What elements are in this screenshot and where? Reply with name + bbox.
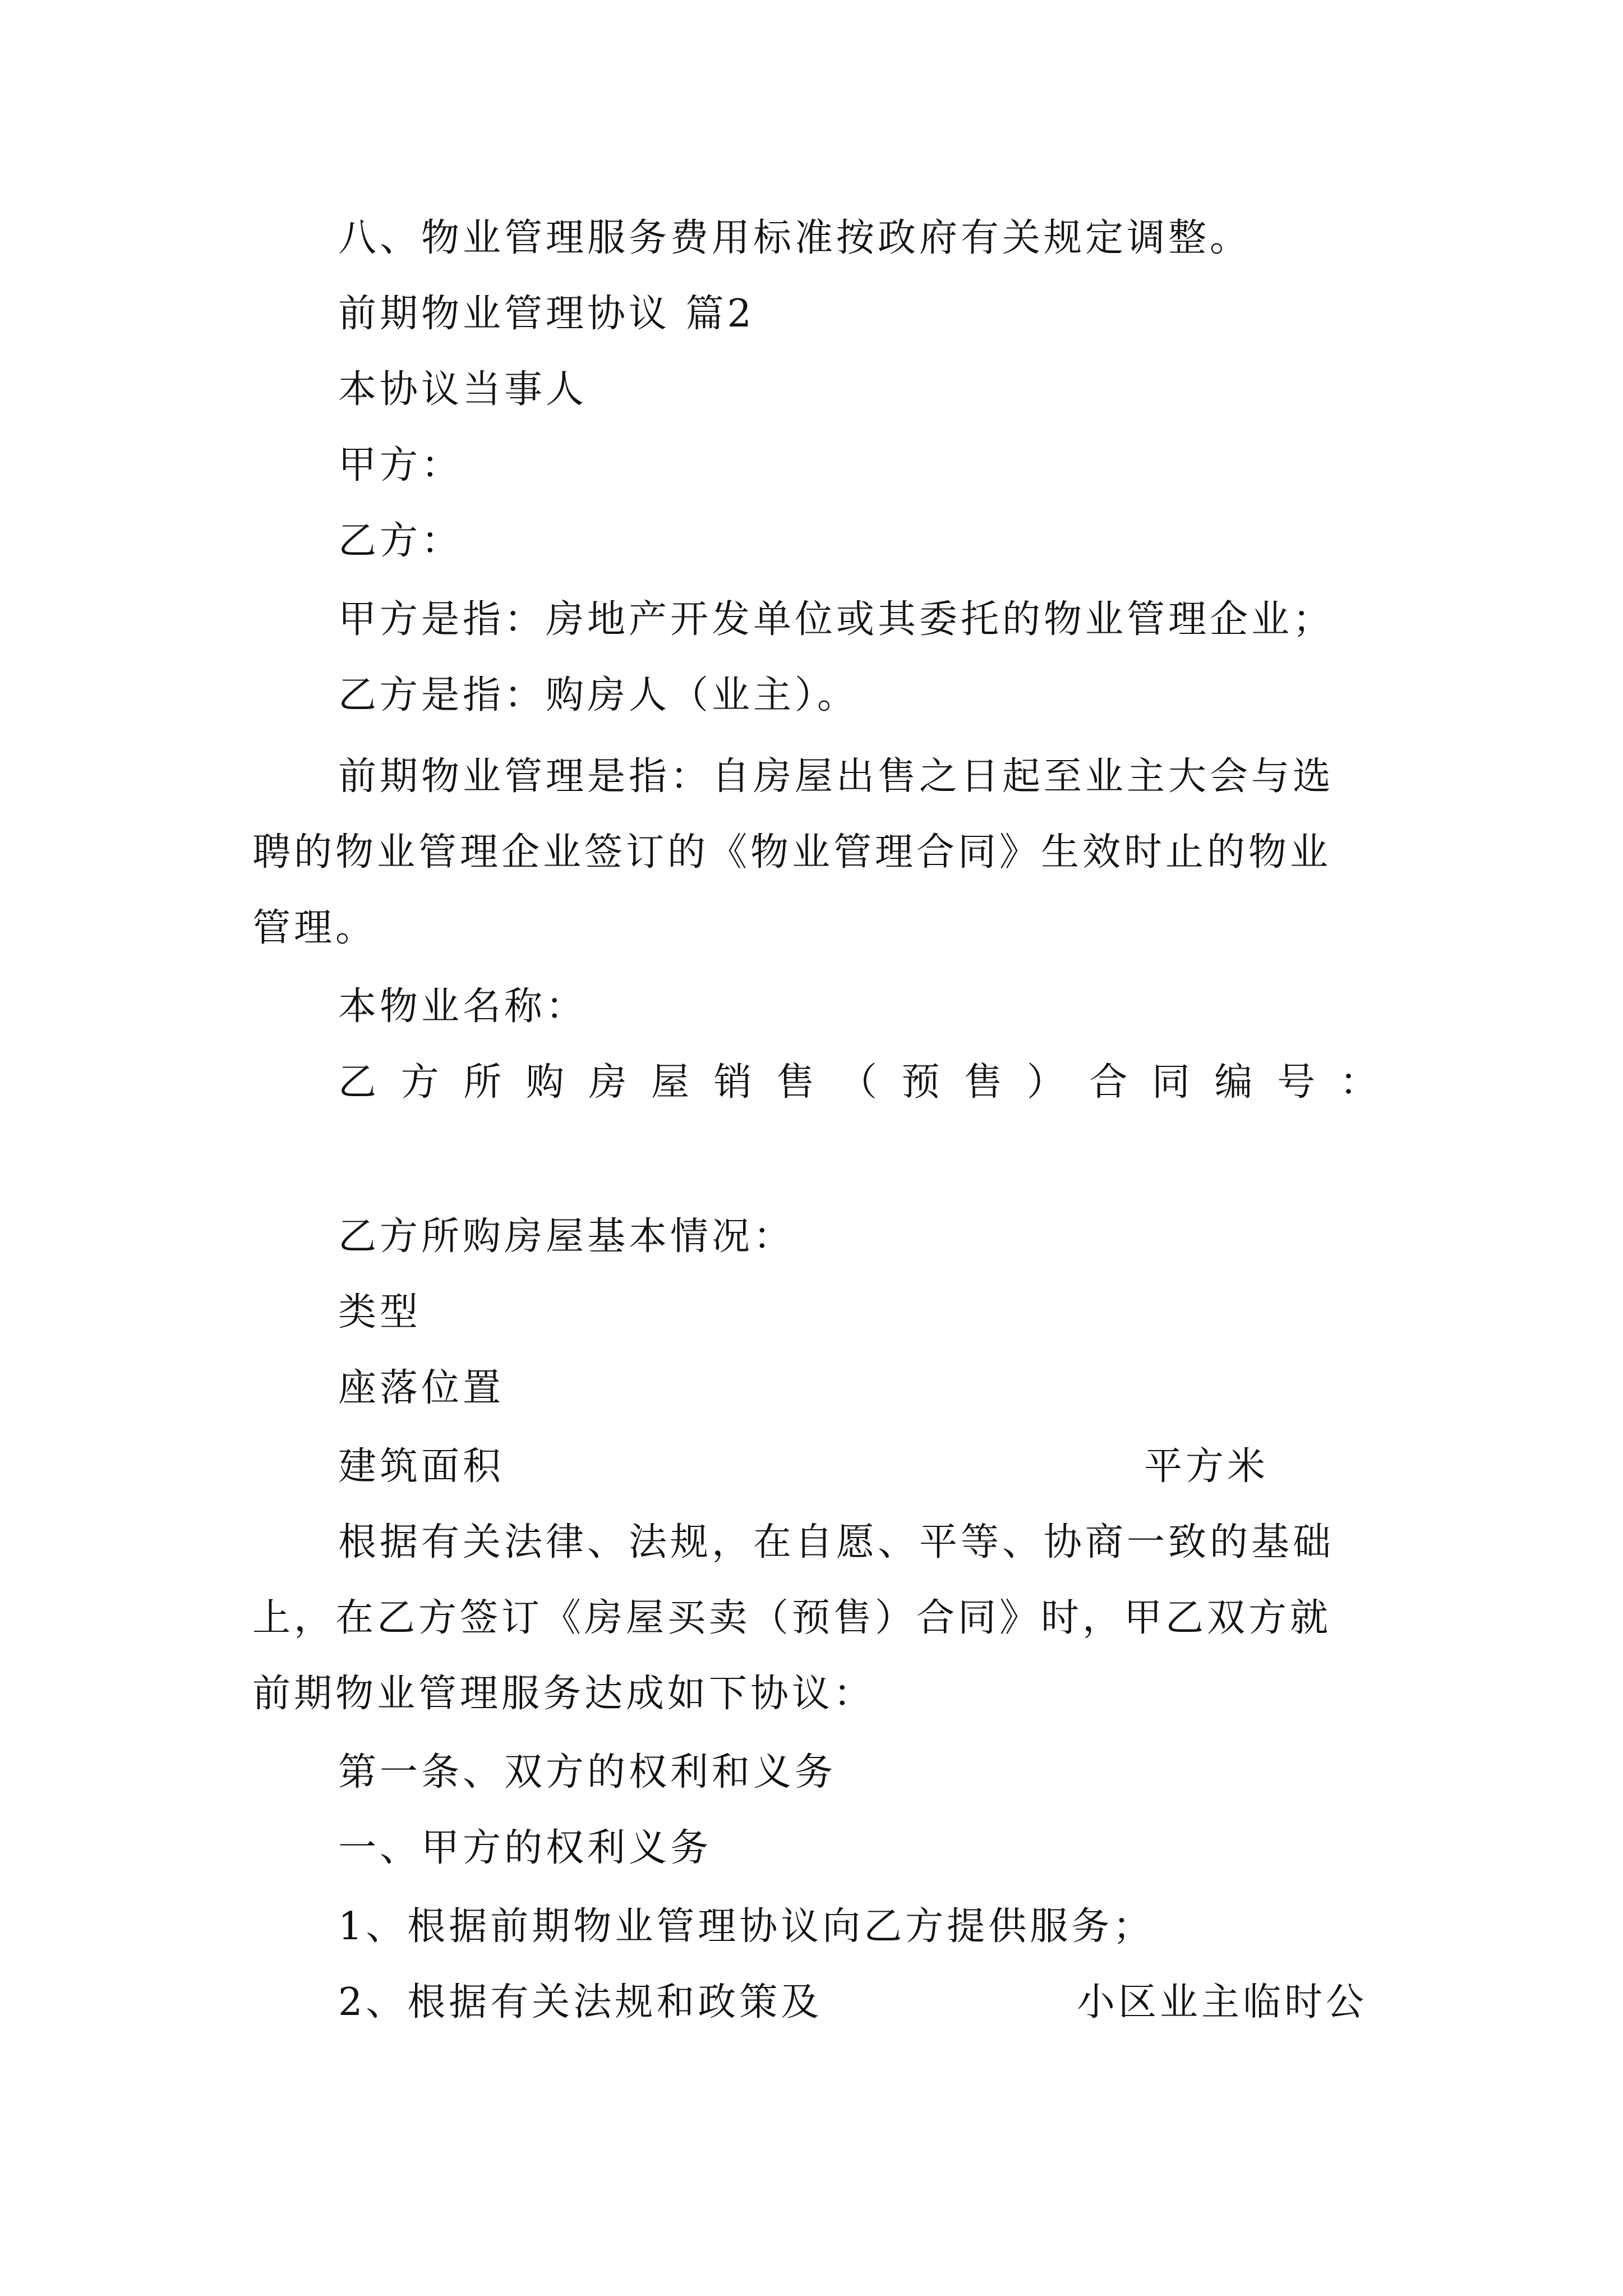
section-heading: 前期物业管理协议 篇2 xyxy=(338,292,755,336)
agreement-basis-line-2: 上，在乙方签订《房屋买卖（预售）合同》时，甲乙双方就 xyxy=(252,1596,1332,1640)
definition-line-1: 前期物业管理是指：自房屋出售之日起至业主大会与选 xyxy=(338,754,1335,799)
clause-2: 2、根据有关法规和政策及 xyxy=(338,1980,823,2024)
agreement-basis-line-3: 前期物业管理服务达成如下协议： xyxy=(252,1672,875,1716)
clause-1: 1、根据前期物业管理协议向乙方提供服务； xyxy=(338,1904,1155,1949)
paragraph-fee-adjustment: 八、物业管理服务费用标准按政府有关规定调整。 xyxy=(338,216,1252,260)
agreement-basis-line-1: 根据有关法律、法规，在自愿、平等、协商一致的基础 xyxy=(338,1520,1335,1565)
party-a-label: 甲方： xyxy=(338,443,463,487)
article-one-heading: 第一条、双方的权利和义务 xyxy=(338,1750,837,1795)
floor-area-label: 建筑面积 xyxy=(338,1444,505,1489)
location-label: 座落位置 xyxy=(338,1366,505,1410)
definition-line-2: 聘的物业管理企业签订的《物业管理合同》生效时止的物业 xyxy=(252,830,1332,875)
definition-line-3: 管理。 xyxy=(252,906,377,950)
house-info-label: 乙方所购房屋基本情况： xyxy=(338,1214,795,1259)
area-unit: 平方米 xyxy=(1144,1444,1269,1489)
contract-number-label: 乙 方 所 购 房 屋 销 售 （ 预 售 ） 合 同 编 号 ： xyxy=(338,1060,1381,1105)
party-b-definition: 乙方是指：购房人（业主）。 xyxy=(338,673,859,717)
house-type-label: 类型 xyxy=(338,1290,422,1335)
parties-heading: 本协议当事人 xyxy=(338,367,588,412)
party-b-label: 乙方： xyxy=(338,519,463,563)
party-a-rights-heading: 一、甲方的权利义务 xyxy=(338,1826,712,1870)
party-a-definition: 甲方是指：房地产开发单位或其委托的物业管理企业； xyxy=(338,597,1335,642)
clause-2-continuation: 小区业主临时公 xyxy=(1077,1980,1368,2024)
property-name-label: 本物业名称： xyxy=(338,984,588,1029)
